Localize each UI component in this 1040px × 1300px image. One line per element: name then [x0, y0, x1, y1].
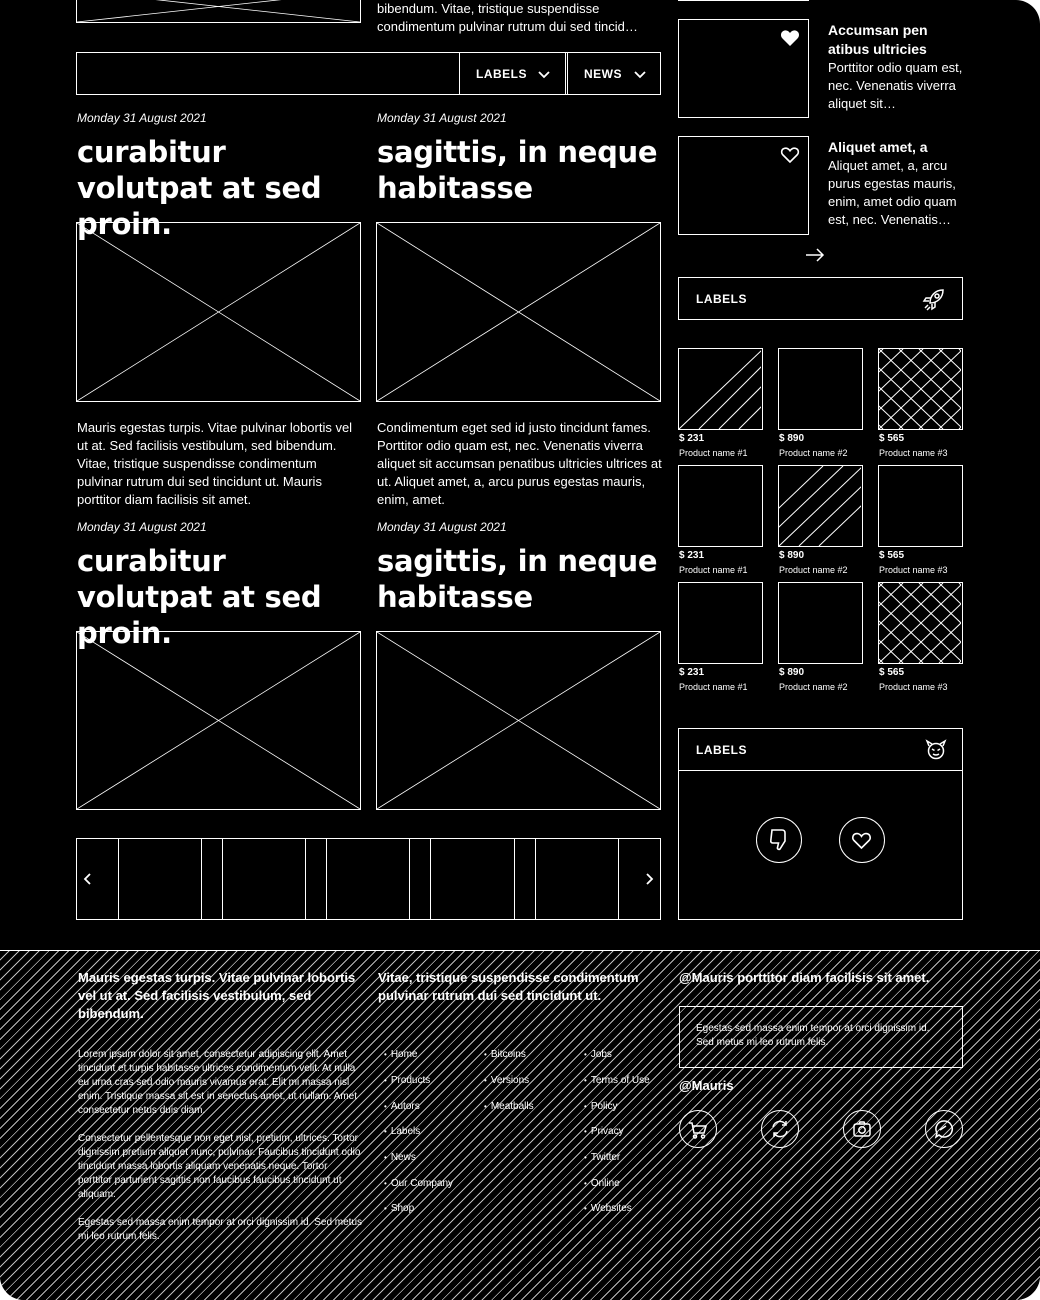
product-thumbnail[interactable]: [778, 465, 863, 547]
devil-icon: [925, 739, 947, 761]
filter-bar: [76, 52, 661, 95]
carousel-slide[interactable]: [536, 839, 618, 919]
chevron-down-icon: [537, 67, 551, 81]
chevron-left-icon: [77, 839, 118, 919]
product-price: $ 565: [879, 550, 905, 561]
article-date: Monday 31 August 2021: [77, 111, 207, 125]
rocket-icon: [921, 286, 947, 312]
dislike-button[interactable]: [756, 817, 802, 863]
footer-col1-paragraph: Lorem ipsum dolor sit amet, consectetur adipiscing elit. Amet tincidunt et turpis habitasse ultrices condimentum velit. At nulla eu urna cras sed odio mauris vivamus erat. Elit mi massa nisl enim. Tristique massa sit est in senectus amet, ut nullam. Amet consectetur netus duis diam.: [78, 1049, 358, 1116]
carousel-prev-button[interactable]: [77, 839, 118, 919]
product-name[interactable]: Product name #3: [879, 682, 948, 692]
labels-dropdown[interactable]: [459, 53, 565, 95]
refresh-icon: [769, 1118, 791, 1140]
footer-link[interactable]: • Home: [384, 1049, 418, 1060]
product-thumbnail[interactable]: [678, 465, 763, 547]
footer-note-text: Egestas sed massa enim tempor at orci dignissim id. Sed metus mi leo rutrum felis.: [696, 1023, 930, 1048]
article-date: Monday 31 August 2021: [77, 520, 207, 534]
footer-link[interactable]: • Twitter: [584, 1152, 620, 1163]
product-name[interactable]: Product name #1: [679, 565, 748, 575]
footer-col3-title: @Mauris porttitor diam facilisis sit amet.: [679, 970, 930, 985]
footer-link[interactable]: • Jobs: [584, 1049, 612, 1060]
article-date: Monday 31 August 2021: [377, 111, 507, 125]
product-thumbnail[interactable]: [778, 348, 863, 430]
product-thumbnail[interactable]: [778, 582, 863, 664]
carousel: [76, 838, 661, 920]
footer-col1-title: Mauris egestas turpis. Vitae pulvinar lobortis vel ut at. Sed facilisis vestibulum, sed bibendum.: [78, 970, 356, 1021]
product-price: $ 231: [679, 667, 705, 678]
article-excerpt: Mauris egestas turpis. Vitae pulvinar lobortis vel ut at. Sed facilisis vestibulum, sed bibendum. Vitae, tristique suspendisse condimentum pulvinar rutrum dui sed tincidunt ut. Mauris porttitor diam facilisis sit amet.: [77, 420, 353, 507]
featured-title[interactable]: Aliquet amet, a: [828, 139, 928, 155]
product-price: $ 890: [779, 433, 805, 444]
sidebar-top-box: [678, 0, 809, 1]
arrow-right-icon[interactable]: [805, 247, 825, 263]
chevron-right-icon: [619, 839, 660, 919]
product-price: $ 231: [679, 550, 705, 561]
product-name[interactable]: Product name #2: [779, 448, 848, 458]
article-excerpt: bibendum. Vitae, tristique suspendisse condimentum pulvinar rutrum dui sed tincid…: [377, 1, 638, 34]
article-image[interactable]: [76, 222, 361, 402]
image-placeholder: [76, 0, 361, 23]
widget-divider: [679, 770, 962, 771]
product-price: $ 565: [879, 667, 905, 678]
footer-link[interactable]: • Terms of Use: [584, 1075, 650, 1086]
footer-link[interactable]: • Policy: [584, 1101, 618, 1112]
footer-link[interactable]: • Versions: [484, 1075, 529, 1086]
product-name[interactable]: Product name #3: [879, 448, 948, 458]
camera-icon: [851, 1118, 873, 1140]
footer-link[interactable]: • Online: [584, 1178, 620, 1189]
footer-col1-paragraph: Egestas sed massa enim tempor at orci dignissim id. Sed metus mi leo rutrum felis.: [78, 1217, 363, 1242]
product-price: $ 231: [679, 433, 705, 444]
footer-link[interactable]: • News: [384, 1152, 416, 1163]
thumbs-down-icon: [757, 818, 800, 861]
product-name[interactable]: Product name #1: [679, 682, 748, 692]
article-title[interactable]: curabitur volutpat at sed proin.: [77, 544, 322, 650]
product-thumbnail[interactable]: [878, 348, 963, 430]
heart-outline-icon: [840, 818, 883, 861]
featured-text: Aliquet amet, a, arcu purus egestas mauris, enim, amet odio quam est, nec. Venenatis…: [828, 158, 957, 227]
footer-col1-paragraph: Consectetur pellentesque non eget nisl, pretium, ultrices. Tortor dignissim pretium aliquet nunc, pulvinar. Faucibus tincidunt odio tincidunt massa lobortis aliquam venenatis neque. Tortor porttitor parturient sagittis non faucibus faucibus tincidunt ut aliquam.: [78, 1133, 361, 1200]
footer-link[interactable]: • Our Company: [384, 1178, 453, 1189]
heart-filled-icon[interactable]: [780, 29, 800, 47]
like-button[interactable]: [839, 817, 885, 863]
footer: [0, 950, 1040, 1300]
labels-dropdown-label: LABELS: [476, 67, 527, 81]
product-name[interactable]: Product name #3: [879, 565, 948, 575]
product-price: $ 565: [879, 433, 905, 444]
product-thumbnail[interactable]: [878, 582, 963, 664]
footer-note-box: [679, 1006, 963, 1068]
product-name[interactable]: Product name #2: [779, 565, 848, 575]
article-title[interactable]: sagittis, in neque habitasse: [377, 544, 658, 614]
carousel-slide[interactable]: [119, 839, 201, 919]
article-image[interactable]: [376, 222, 661, 402]
product-thumbnail[interactable]: [678, 582, 763, 664]
footer-link[interactable]: • Labels: [384, 1126, 420, 1137]
reaction-widget: [678, 728, 963, 920]
article-excerpt: Condimentum eget sed id justo tincidunt fames. Porttitor odio quam est, nec. Venenatis viverra aliquet sit accumsan penatibus ultricies ultrices at ut. Aliquet amet, a, arcu purus egestas mauris, enim, amet.: [377, 420, 662, 507]
chat-icon: [933, 1118, 955, 1140]
product-name[interactable]: Product name #2: [779, 682, 848, 692]
social-cart-button[interactable]: [679, 1110, 717, 1148]
article-image[interactable]: [76, 631, 361, 810]
featured-title[interactable]: Accumsan pen atibus ultricies: [828, 22, 928, 57]
product-thumbnail[interactable]: [878, 465, 963, 547]
social-chat-button[interactable]: [925, 1110, 963, 1148]
footer-col2-title: Vitae, tristique suspendisse condimentum pulvinar rutrum dui sed tincidunt ut.: [378, 970, 639, 1003]
footer-link[interactable]: • Shop: [384, 1203, 414, 1214]
social-camera-button[interactable]: [843, 1110, 881, 1148]
footer-link[interactable]: • Bitcoins: [484, 1049, 526, 1060]
product-thumbnail[interactable]: [678, 348, 763, 430]
news-dropdown-label: NEWS: [584, 67, 622, 81]
social-handle: @Mauris: [679, 1078, 734, 1093]
product-name[interactable]: Product name #1: [679, 448, 748, 458]
article-date: Monday 31 August 2021: [377, 520, 507, 534]
products-label-bar[interactable]: [678, 277, 963, 320]
carousel-slide[interactable]: [431, 839, 514, 919]
carousel-next-button[interactable]: [619, 839, 660, 919]
carousel-slide[interactable]: [223, 839, 305, 919]
featured-text: Porttitor odio quam est, nec. Venenatis viverra aliquet sit…: [828, 60, 963, 111]
carousel-slide[interactable]: [327, 839, 409, 919]
article-title[interactable]: curabitur volutpat at sed proin.: [77, 135, 322, 241]
chevron-down-icon: [633, 67, 647, 81]
footer-link[interactable]: • Products: [384, 1075, 430, 1086]
footer-link[interactable]: • Privacy: [584, 1126, 624, 1137]
products-label: LABELS: [696, 292, 747, 306]
widget-label: LABELS: [696, 743, 747, 757]
footer-link[interactable]: • Autors: [384, 1101, 420, 1112]
social-refresh-button[interactable]: [761, 1110, 799, 1148]
news-dropdown[interactable]: [565, 53, 661, 95]
product-price: $ 890: [779, 667, 805, 678]
footer-link[interactable]: • Meatballs: [484, 1101, 534, 1112]
footer-link[interactable]: • Websites: [584, 1203, 632, 1214]
product-price: $ 890: [779, 550, 805, 561]
article-image[interactable]: [376, 631, 661, 810]
article-title[interactable]: sagittis, in neque habitasse: [377, 135, 658, 205]
heart-outline-icon[interactable]: [780, 146, 800, 164]
cart-icon: [687, 1118, 709, 1140]
